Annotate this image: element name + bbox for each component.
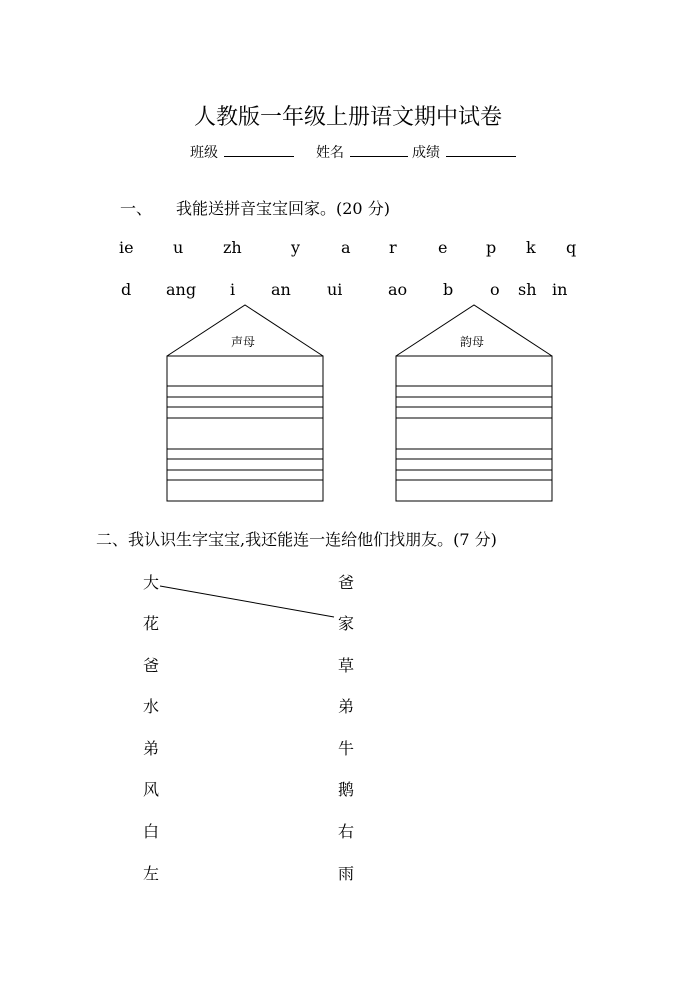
pinyin-item[interactable]: an bbox=[271, 280, 291, 299]
right-character[interactable]: 雨 bbox=[338, 864, 355, 883]
pinyin-item[interactable]: o bbox=[490, 280, 500, 299]
pinyin-item[interactable]: r bbox=[389, 238, 397, 257]
left-character[interactable]: 白 bbox=[143, 822, 160, 841]
pinyin-item[interactable]: sh bbox=[518, 280, 537, 299]
pinyin-item[interactable]: y bbox=[291, 238, 301, 257]
pinyin-item[interactable]: ui bbox=[327, 280, 343, 299]
pinyin-item[interactable]: e bbox=[438, 238, 448, 257]
pinyin-item[interactable]: a bbox=[341, 238, 351, 257]
score-label: 成绩 bbox=[412, 145, 440, 161]
right-character[interactable]: 牛 bbox=[338, 739, 355, 758]
pinyin-item[interactable]: u bbox=[173, 238, 184, 257]
left-character[interactable]: 花 bbox=[143, 614, 160, 633]
right-character[interactable]: 右 bbox=[338, 822, 355, 841]
house-body bbox=[167, 356, 323, 501]
pinyin-item[interactable]: q bbox=[566, 238, 577, 257]
right-character[interactable]: 家 bbox=[338, 614, 355, 633]
house-body bbox=[396, 356, 552, 501]
right-character[interactable]: 爸 bbox=[338, 573, 355, 592]
page-title: 人教版一年级上册语文期中试卷 bbox=[193, 105, 502, 130]
example-connect-line bbox=[160, 586, 334, 617]
right-character[interactable]: 草 bbox=[338, 656, 355, 675]
class-label: 班级 bbox=[190, 145, 218, 161]
left-character[interactable]: 风 bbox=[143, 780, 160, 799]
pinyin-item[interactable]: p bbox=[486, 238, 497, 257]
left-character[interactable]: 水 bbox=[143, 697, 160, 716]
pinyin-item[interactable]: i bbox=[230, 280, 236, 299]
right-character[interactable]: 弟 bbox=[338, 697, 355, 716]
left-character[interactable]: 大 bbox=[143, 573, 160, 592]
pinyin-item[interactable]: ang bbox=[166, 280, 197, 299]
section1-number: 一、 bbox=[120, 199, 153, 218]
section1-text: 我能送拼音宝宝回家。(20 分) bbox=[176, 199, 390, 218]
pinyin-item[interactable]: b bbox=[443, 280, 454, 299]
pinyin-item[interactable]: in bbox=[552, 280, 568, 299]
name-label: 姓名 bbox=[316, 145, 344, 161]
left-character[interactable]: 弟 bbox=[143, 739, 160, 758]
pinyin-item[interactable]: ao bbox=[388, 280, 408, 299]
left-character[interactable]: 爸 bbox=[143, 656, 160, 675]
pinyin-item[interactable]: ie bbox=[119, 238, 134, 257]
section2-heading: 二、我认识生字宝宝,我还能连一连给他们找朋友。(7 分) bbox=[96, 530, 497, 549]
house1-label: 声母 bbox=[231, 335, 256, 349]
right-character[interactable]: 鹅 bbox=[338, 780, 355, 799]
pinyin-item[interactable]: zh bbox=[223, 238, 242, 257]
pinyin-item[interactable]: d bbox=[121, 280, 132, 299]
house2-label: 韵母 bbox=[460, 335, 485, 349]
left-character[interactable]: 左 bbox=[143, 864, 160, 883]
pinyin-item[interactable]: k bbox=[526, 238, 536, 257]
